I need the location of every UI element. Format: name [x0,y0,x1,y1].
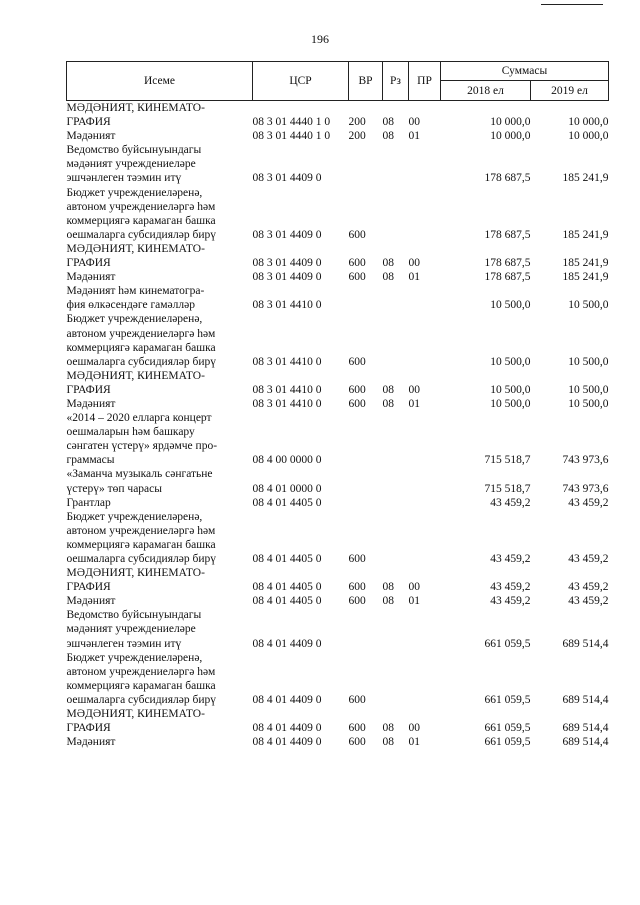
header-pr: ПР [409,62,441,101]
cell-vr: 600 [348,355,366,368]
cell-rz [383,608,409,650]
cell-csr: 08 3 01 4410 0 [252,299,322,312]
cell-value-2018: 661 059,5 [484,693,531,706]
cell-value-2019: 689 514,4 [562,722,609,735]
cell-vr [349,608,383,650]
cell-name: Мәдәният [66,130,116,143]
cell-pr [409,284,441,312]
cell-value-2018: 43 459,2 [490,595,531,608]
table-row [67,312,609,368]
cell-vr: 200 [348,116,366,129]
cell-rz [383,312,409,368]
cell-value-2019: 743 973,6 [562,482,609,495]
table-row [67,467,609,495]
cell-pr: 01 [408,271,420,284]
cell-pr: 01 [408,736,420,749]
cell-value-2019: 185 241,9 [562,228,609,241]
table-row [67,101,609,130]
cell-value-2018: 10 500,0 [490,299,531,312]
cell-csr: 08 4 01 4405 0 [252,595,322,608]
header-csr: ЦСР [253,62,349,101]
cell-value-2019: 43 459,2 [568,553,609,565]
cell-vr: 200 [348,130,366,143]
cell-csr: 08 4 00 0000 0 [252,454,322,467]
cell-value-2018: 178 687,5 [484,172,531,185]
cell-value-2018: 178 687,5 [484,228,531,241]
cell-rz: 08 [382,130,394,143]
table-row [67,284,609,312]
cell-value-2019: 689 514,4 [562,736,609,749]
cell-vr [349,143,383,185]
cell-rz: 08 [382,116,394,129]
cell-value-2018: 43 459,2 [490,581,531,594]
page-number: 196 [311,32,329,46]
cell-pr [409,608,441,650]
cell-rz [383,496,409,510]
cell-value-2019: 10 500,0 [568,397,609,410]
cell-value-2019: 10 500,0 [568,383,609,396]
cell-pr: 01 [408,130,420,143]
cell-value-2019: 689 514,4 [562,693,609,706]
cell-csr: 08 4 01 4405 0 [252,581,322,594]
cell-vr: 600 [348,693,366,706]
cell-value-2018: 10 000,0 [490,116,531,129]
cell-pr: 00 [408,116,420,129]
cell-vr: 600 [348,722,366,735]
cell-value-2019: 43 459,2 [568,496,609,509]
table-row [67,566,609,594]
cell-pr [409,411,441,467]
cell-value-2019: 185 241,9 [562,257,609,270]
cell-pr [409,143,441,185]
cell-vr [349,284,383,312]
cell-rz: 08 [382,722,394,735]
cell-value-2019: 10 000,0 [568,130,609,143]
cell-rz: 08 [382,736,394,749]
header-vr: ВР [349,62,383,101]
cell-name: Ведомство буйсынуындагы мәдәният учреждениеләре эшчәнлеген тәэмин итү [66,144,202,185]
cell-csr: 08 3 01 4409 0 [252,172,322,185]
table-row [67,510,609,566]
cell-value-2019: 10 000,0 [568,116,609,129]
cell-vr: 600 [348,271,366,284]
cell-value-2019: 185 241,9 [562,271,609,284]
cell-pr [409,651,441,707]
cell-vr: 600 [348,736,366,749]
cell-pr [409,496,441,510]
cell-name: Ведомство буйсынуындагы мәдәният учреждениеләре эшчәнлеген тәэмин итү [66,609,202,650]
cell-name: Мәдәният [66,595,116,608]
cell-vr: 600 [348,553,366,565]
cell-value-2018: 661 059,5 [484,637,531,650]
cell-rz [383,186,409,242]
cell-csr: 08 4 01 4409 0 [252,693,322,706]
cell-name: МӘДӘНИЯТ, КИНЕМАТО- ГРАФИЯ [66,102,205,129]
cell-value-2018: 10 000,0 [490,130,531,143]
cell-value-2018: 178 687,5 [484,271,531,284]
cell-name: Мәдәният [66,736,116,749]
table-body [67,101,609,750]
cell-rz: 08 [382,397,394,410]
cell-name: МӘДӘНИЯТ, КИНЕМАТО- ГРАФИЯ [66,567,205,594]
cell-name: Мәдәният һәм кинематогра- фия өлкәсендәге гамәлләр [66,285,205,312]
cell-value-2018: 43 459,2 [490,553,531,565]
cell-csr: 08 4 01 4405 0 [252,496,322,509]
cell-vr: 600 [348,228,366,241]
cell-rz: 08 [382,257,394,270]
cell-csr: 08 3 01 4410 0 [252,397,322,410]
cell-csr: 08 3 01 4440 1 0 [252,116,331,129]
cell-pr: 00 [408,257,420,270]
cell-name: Бюджет учреждениеләренә, автоном учреждениеләргә һәм коммерциягә карамаган башка оешмаларга субсидияләр бирү [66,651,216,706]
cell-rz [383,651,409,707]
header-year-2018: 2018 ел [441,81,531,101]
cell-value-2018: 661 059,5 [484,722,531,735]
table-row [67,369,609,397]
top-rule [541,4,603,5]
cell-value-2019: 43 459,2 [568,581,609,594]
cell-rz: 08 [382,595,394,608]
table-row [67,397,609,411]
cell-csr: 08 4 01 4409 0 [252,736,322,749]
cell-value-2019: 689 514,4 [562,637,609,650]
table-row [67,735,609,749]
header-year-2019: 2019 ел [531,81,609,101]
cell-name: Бюджет учреждениеләренә, автоном учреждениеләргә һәм коммерциягә карамаган башка оешмаларга субсидияләр бирү [66,186,216,241]
cell-csr: 08 4 01 4405 0 [252,553,322,565]
cell-pr: 01 [408,397,420,410]
table-row [67,129,609,143]
cell-rz: 08 [382,581,394,594]
cell-value-2018: 10 500,0 [490,355,531,368]
cell-pr: 00 [408,383,420,396]
cell-value-2018: 10 500,0 [490,383,531,396]
cell-pr: 01 [408,595,420,608]
cell-csr: 08 3 01 4410 0 [252,355,322,368]
cell-name: «Заманча музыкаль сәнгатьне үстерү» төп чарасы [66,468,213,495]
table-row [67,186,609,242]
budget-table [66,61,609,749]
cell-rz: 08 [382,271,394,284]
cell-vr: 600 [348,257,366,270]
cell-name: МӘДӘНИЯТ, КИНЕМАТО- ГРАФИЯ [66,369,205,396]
cell-rz: 08 [382,383,394,396]
cell-vr: 600 [348,595,366,608]
cell-value-2018: 715 518,7 [484,454,531,467]
cell-value-2019: 185 241,9 [562,172,609,185]
cell-csr: 08 4 01 4409 0 [252,722,322,735]
table-row [67,270,609,284]
cell-vr: 600 [348,581,366,594]
cell-vr [349,467,383,495]
table-row [67,411,609,467]
cell-name: Грантлар [66,496,111,509]
cell-name: Бюджет учреждениеләренә, автоном учреждениеләргә һәм коммерциягә карамаган башка оешмаларга субсидияләр бирү [66,510,216,565]
cell-value-2019: 10 500,0 [568,355,609,368]
cell-value-2019: 10 500,0 [568,299,609,312]
header-name: Исеме [67,62,253,101]
table-row [67,496,609,510]
table-row [67,608,609,650]
cell-rz [383,411,409,467]
cell-pr: 00 [408,722,420,735]
cell-value-2019: 43 459,2 [568,595,609,608]
cell-value-2018: 178 687,5 [484,257,531,270]
table-row [67,651,609,707]
cell-rz [383,467,409,495]
cell-csr: 08 4 01 0000 0 [252,482,322,495]
cell-csr: 08 3 01 4410 0 [252,383,322,396]
cell-name: «2014 – 2020 елларга концерт оешмаларын һәм башкару сәнгатен үстерү» ярдәмче про- граммасы [66,412,218,467]
cell-value-2018: 715 518,7 [484,482,531,495]
cell-csr: 08 3 01 4409 0 [252,228,322,241]
cell-pr [409,467,441,495]
cell-csr: 08 3 01 4440 1 0 [252,130,331,143]
cell-value-2018: 43 459,2 [490,496,531,509]
cell-pr [409,186,441,242]
cell-name: Мәдәният [66,397,116,410]
cell-name: МӘДӘНИЯТ, КИНЕМАТО- ГРАФИЯ [66,708,205,735]
cell-rz [383,510,409,566]
cell-vr: 600 [348,397,366,410]
cell-pr: 00 [408,581,420,594]
cell-name: МӘДӘНИЯТ, КИНЕМАТО- ГРАФИЯ [66,242,205,270]
cell-vr [349,411,383,467]
cell-csr: 08 3 01 4409 0 [252,271,322,284]
cell-value-2019: 743 973,6 [562,454,609,467]
table-row [67,242,609,270]
header-sums: Суммасы [441,62,609,81]
cell-value-2018: 661 059,5 [484,736,531,749]
cell-csr: 08 3 01 4409 0 [252,257,322,270]
cell-vr: 600 [348,383,366,396]
cell-name: Мәдәният [66,271,116,284]
table-row [67,143,609,185]
cell-rz [383,284,409,312]
cell-rz [383,143,409,185]
cell-vr [349,496,383,510]
table-row [67,707,609,735]
header-rz: Рз [383,62,409,101]
cell-csr: 08 4 01 4409 0 [252,637,322,650]
cell-pr [409,312,441,368]
cell-value-2018: 10 500,0 [490,397,531,410]
cell-name: Бюджет учреждениеләренә, автоном учреждениеләргә һәм коммерциягә карамаган башка оешмаларга субсидияләр бирү [66,313,216,368]
cell-pr [409,510,441,566]
table-row [67,594,609,608]
